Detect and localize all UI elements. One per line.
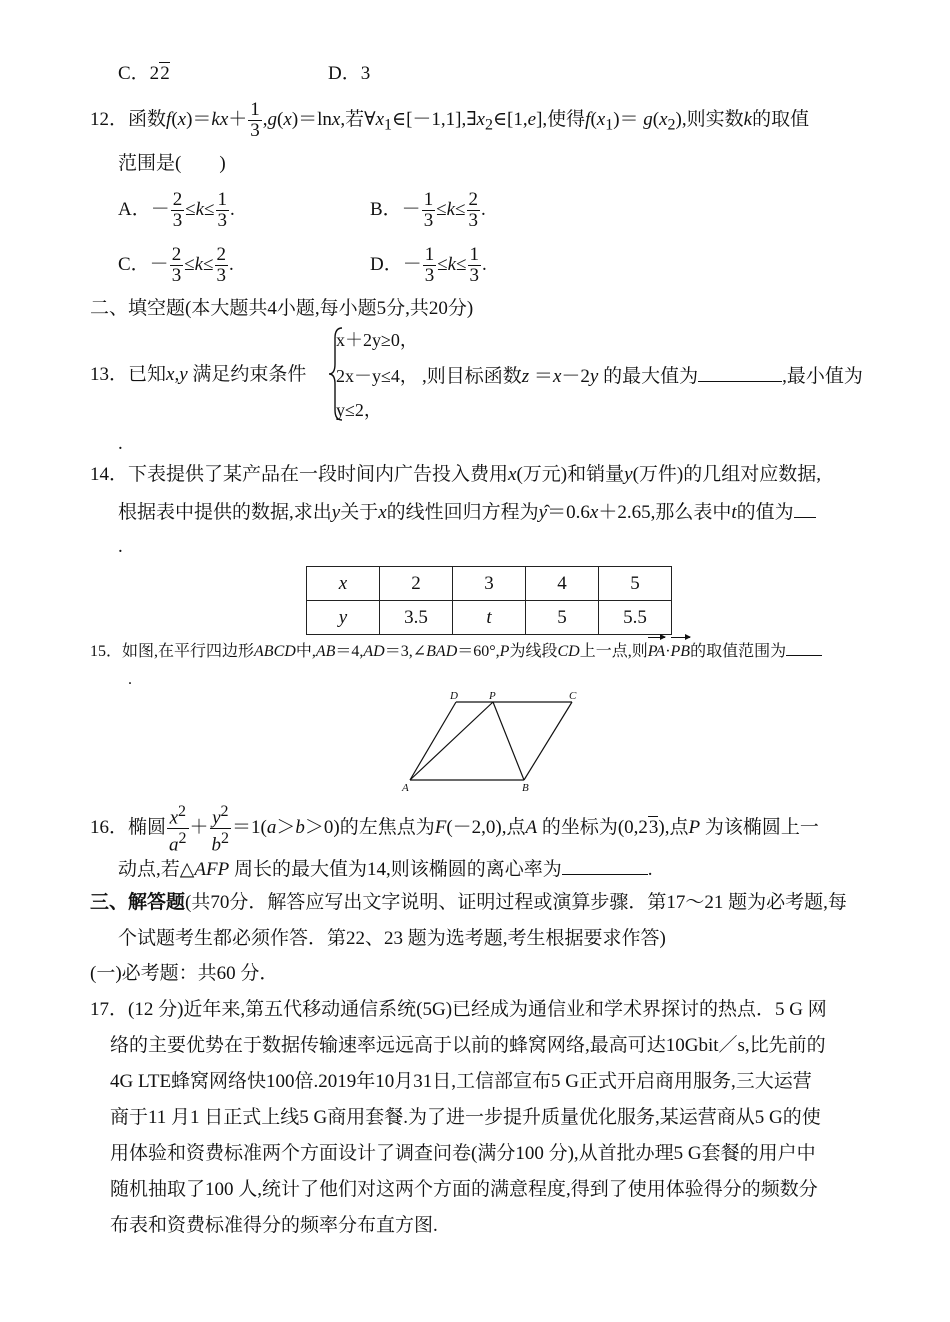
q17-line-5: 用体验和资费标准两个方面设计了调查问卷(满分100 分),从首批办理5 G套餐的用户中 — [110, 1143, 816, 1164]
label-p: P — [489, 690, 496, 702]
q16-stem: 16．椭圆 $\frac{x^2}{a^2}$ ＋ $\frac{y^2}{b^2}$ ＝1(a＞b＞0)的左焦点为F(－2,0),点A 的坐标为(0,23),点P 为该椭圆上一 — [90, 803, 819, 856]
q13-stem-tail: ,则目标函数z ＝x－2y 的最大值为 ,最小值为 — [422, 363, 863, 389]
table-cell: y — [307, 601, 380, 635]
table-cell: 5 — [526, 601, 599, 635]
table-cell: t — [453, 601, 526, 635]
q14-end: . — [118, 536, 123, 557]
q17-line-6: 随机抽取了100 人,统计了他们对这两个方面的满意程度,得到了使用体验得分的频数分 — [110, 1179, 818, 1200]
q12-option-b: B．－ $\frac{1}{3}$ ≤k≤ $\frac{2}{3}$ . — [370, 189, 486, 231]
table-cell: 2 — [380, 567, 453, 601]
q12-option-c: C．－ $\frac{2}{3}$ ≤k≤ $\frac{2}{3}$ . — [118, 244, 234, 286]
q17-line-1: 17．(12 分)近年来,第五代移动通信系统(5G)已经成为通信业和学术界探讨的热点．5 G 网 — [90, 999, 827, 1020]
q17-line-7: 布表和资费标准得分的频率分布直方图. — [110, 1215, 438, 1236]
q12-option-d: D．－ $\frac{1}{3}$ ≤k≤ $\frac{1}{3}$ . — [370, 244, 487, 286]
q11-option-c: C．22 — [118, 63, 170, 84]
q16-stem-line2: 动点,若△AFP 周长的最大值为14,则该椭圆的离心率为 . — [118, 856, 652, 882]
q17-line-2: 络的主要优势在于数据传输速率远远高于以前的蜂窝网络,最高可达10Gbit／s,比先前的 — [110, 1035, 826, 1056]
table-cell: 3 — [453, 567, 526, 601]
q12-stem: 12．函数f(x)＝kx＋ $\frac{1}{3}$ ,g(x)＝lnx,若$\forall x_1\in[-1,1],\exists x_2\in[1,e]$,使得$f(x_1)= g(x_2)$,则实数k的取值 — [90, 99, 810, 141]
label-a: A — [402, 782, 409, 794]
table-cell: 4 — [526, 567, 599, 601]
table-cell: 5.5 — [599, 601, 672, 635]
q12-option-a: A．－ $\frac{2}{3}$ ≤k≤ $\frac{1}{3}$ . — [118, 189, 235, 231]
q13-end: . — [118, 433, 123, 454]
q15-end: . — [128, 671, 132, 688]
section-3-title: 三、解答题 — [90, 892, 186, 913]
q17-line-3: 4G LTE蜂窝网络快100倍.2019年10月31日,工信部宣布5 G正式开启商用服务,三大运营 — [110, 1071, 812, 1092]
section-3-line2: 个试题考生都必须作答．第22、23 题为选考题,考生根据要求作答) — [118, 928, 666, 949]
label-b: B — [522, 782, 529, 794]
table-cell: 5 — [599, 567, 672, 601]
q13-stem: 13．已知x,y 满足约束条件 — [90, 364, 307, 385]
constraint-3: y≤2， — [336, 400, 382, 420]
table-cell: 3.5 — [380, 601, 453, 635]
table-cell: x — [307, 567, 380, 601]
q14-stem-line2: 根据表中提供的数据,求出y关于x的线性回归方程为ŷ＝0.6x＋2.65,那么表中t的值为 — [118, 499, 816, 525]
q15-stem: 15．如图,在平行四边形ABCD中,AB＝4,AD＝3,∠BAD＝60°,P为线段CD上一点,则PA·PB的取值范围为 — [90, 640, 822, 664]
label-c: C — [569, 690, 577, 702]
data-table — [306, 566, 672, 635]
section-3: 三、解答题(共70分．解答应写出文字说明、证明过程或演算步骤．第17～21 题为必考题,每 — [90, 892, 847, 913]
label-d: D — [450, 690, 458, 702]
table-row — [307, 601, 672, 635]
q11-option-d: D．3 — [328, 63, 371, 84]
q17-line-4: 商于11 月1 日正式上线5 G商用套餐.为了进一步提升质量优化服务,某运营商从5 G的使 — [110, 1107, 821, 1128]
constraint-1: x＋2y≥0， — [336, 330, 418, 350]
q14-stem: 14．下表提供了某产品在一段时间内广告投入费用x(万元)和销量y(万件)的几组对应数据, — [90, 464, 821, 485]
q12-stem-line2: 范围是( ) — [118, 153, 226, 174]
section-2-title: 二、填空题(本大题共4小题,每小题5分,共20分) — [90, 298, 474, 319]
constraint-2: 2x－y≤4， — [336, 366, 418, 386]
table-row — [307, 567, 672, 601]
required-heading: (一)必考题：共60 分． — [90, 963, 279, 984]
parallelogram-figure — [398, 688, 588, 796]
